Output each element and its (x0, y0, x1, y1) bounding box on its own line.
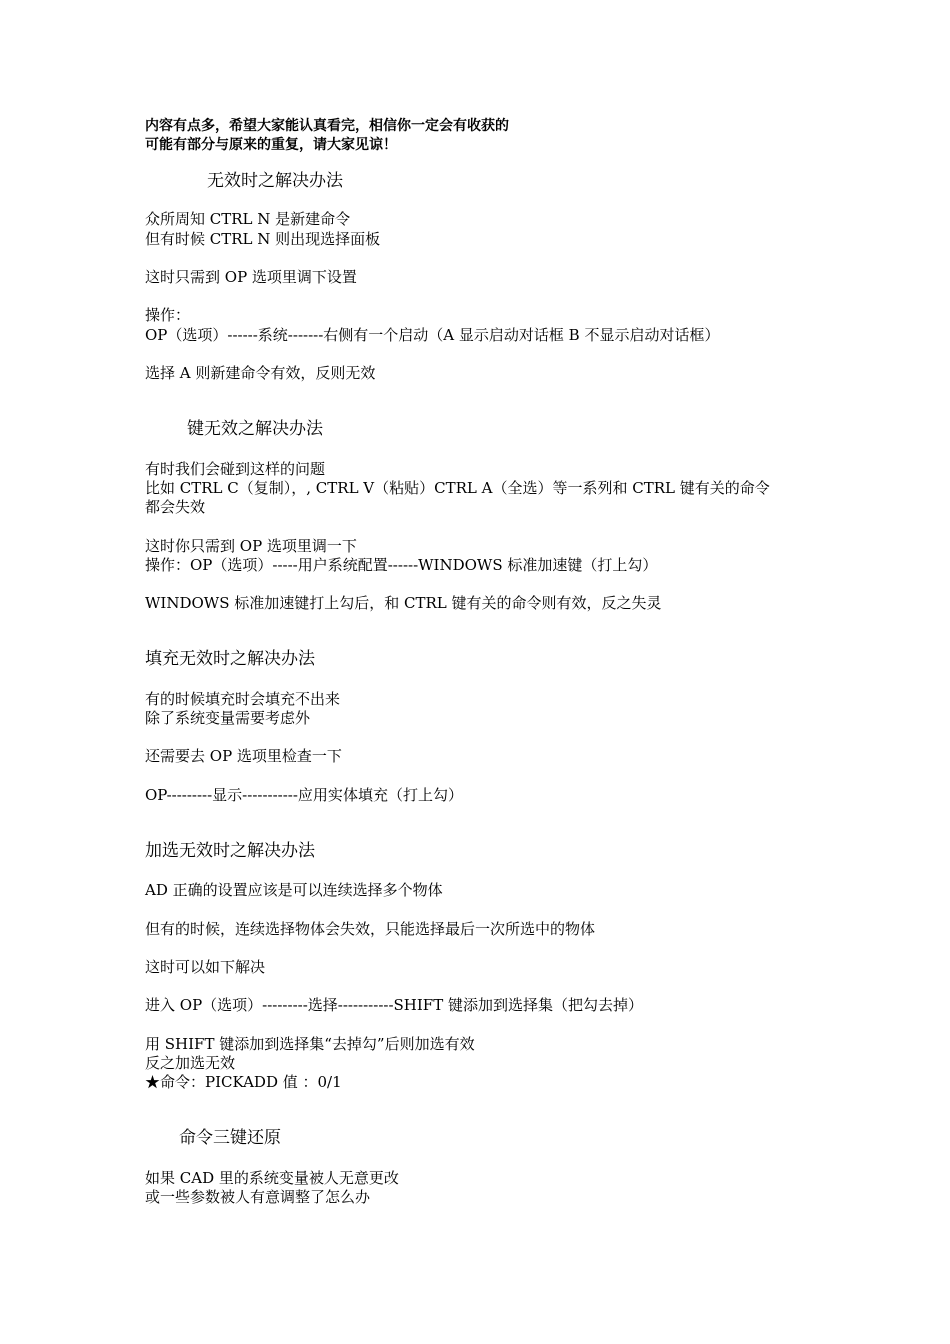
intro-line: 内容有点多，希望大家能认真看完，相信你一定会有收获的 (145, 118, 509, 134)
paragraph-line: 但有时候 CTRL N 则出现选择面板 (145, 230, 381, 248)
paragraph-line: OP（选项）------系统-------右侧有一个启动（A 显示启动对话框 B 不显示启动对话框） (145, 326, 720, 344)
paragraph-line: 还需要去 OP 选项里检查一下 (145, 747, 342, 765)
section-heading: 键无效之解决办法 (187, 419, 323, 439)
paragraph-line: 选择 A 则新建命令有效，反则无效 (145, 364, 376, 382)
paragraph-line: 但有的时候，连续选择物体会失效，只能选择最后一次所选中的物体 (145, 920, 596, 938)
paragraph-line: 这时只需到 OP 选项里调下设置 (145, 268, 357, 286)
paragraph-line: OP---------显示-----------应用实体填充（打上勾） (145, 786, 463, 804)
section-heading: 加选无效时之解决办法 (145, 841, 315, 861)
paragraph-line: 操作：OP（选项）-----用户系统配置------WINDOWS 标准加速键（打上勾） (145, 556, 658, 574)
paragraph-line: 进入 OP（选项）---------选择-----------SHIFT 键添加到选择集（把勾去掉） (145, 996, 643, 1014)
paragraph-line: 用 SHIFT 键添加到选择集“去掉勾”后则加选有效 (145, 1035, 475, 1053)
section-heading: 无效时之解决办法 (207, 171, 343, 191)
paragraph-line: 反之加选无效 (145, 1054, 236, 1072)
paragraph-line: ★命令：PICKADD 值 ：0/1 (145, 1073, 342, 1091)
paragraph-line: 都会失效 (145, 498, 206, 516)
paragraph-line: 有的时候填充时会填充不出来 (145, 690, 341, 708)
paragraph-line: 有时我们会碰到这样的问题 (145, 460, 326, 478)
paragraph-line: WINDOWS 标准加速键打上勾后，和 CTRL 键有关的命令则有效，反之失灵 (145, 594, 662, 612)
paragraph-line: 或一些参数被人有意调整了怎么办 (145, 1188, 371, 1206)
paragraph-line: 操作： (145, 306, 191, 324)
paragraph-line: 比如 CTRL C（复制），, CTRL V（粘贴）CTRL A（全选）等一系列和 CTRL 键有关的命令 (145, 479, 770, 497)
paragraph-line: AD 正确的设置应该是可以连续选择多个物体 (145, 881, 443, 899)
section-heading: 命令三键还原 (179, 1128, 281, 1148)
section-heading: 填充无效时之解决办法 (145, 649, 315, 669)
paragraph-line: 这时可以如下解决 (145, 958, 266, 976)
paragraph-line: 众所周知 CTRL N 是新建命令 (145, 210, 351, 228)
paragraph-line: 除了系统变量需要考虑外 (145, 709, 311, 727)
intro-line: 可能有部分与原来的重复，请大家见谅！ (145, 137, 397, 153)
paragraph-line: 如果 CAD 里的系统变量被人无意更改 (145, 1169, 399, 1187)
paragraph-line: 这时你只需到 OP 选项里调一下 (145, 537, 357, 555)
